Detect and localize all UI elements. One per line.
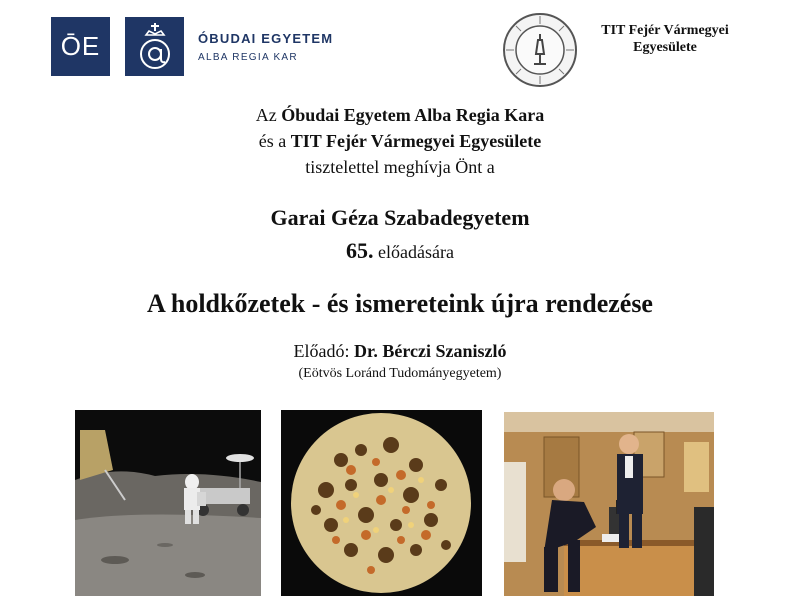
crest-at-icon: [125, 17, 184, 76]
university-name: ÓBUDAI EGYETEM: [198, 31, 334, 46]
speaker-label: Előadó:: [293, 341, 354, 361]
lab-microscope-photo: [504, 412, 714, 596]
moon-astronaut-photo: [75, 410, 261, 596]
speaker-line: [0, 341, 800, 362]
invitation-line2: [0, 130, 800, 152]
speaker-affiliation: (Eötvös Loránd Tudományegyetem): [298, 366, 502, 381]
speaker-name: Dr. Bérczi Szaniszló: [354, 341, 507, 361]
lecture-number: 65.: [346, 238, 374, 263]
microscope-sample-photo: [281, 410, 482, 596]
host-university: Óbudai Egyetem Alba Regia Kara: [281, 105, 545, 125]
oe-logo-text: ŌE: [60, 31, 101, 61]
tit-name: [590, 22, 740, 56]
university-sub: ALBA REGIA KAR: [198, 52, 298, 63]
tit-name-line1: TIT Fejér Vármegyei: [601, 23, 729, 38]
tit-seal-icon: [500, 10, 580, 90]
invitation-line2-pre: és a: [258, 131, 291, 151]
oe-logo-icon: [51, 17, 110, 76]
invitation-line3: tisztelettel meghívja Önt a: [305, 157, 495, 177]
lecture-title: A holdkőzetek - és ismereteink újra rendezése: [147, 289, 653, 318]
lecture-number-line: [0, 238, 800, 264]
lecture-suffix: előadására: [373, 242, 454, 262]
invitation-line1-pre: Az: [255, 105, 282, 125]
tit-name-line2: Egyesülete: [633, 40, 697, 55]
series-name: Garai Géza Szabadegyetem: [270, 205, 530, 230]
host-society: TIT Fejér Vármegyei Egyesülete: [290, 131, 542, 151]
invitation-line1: [0, 104, 800, 126]
